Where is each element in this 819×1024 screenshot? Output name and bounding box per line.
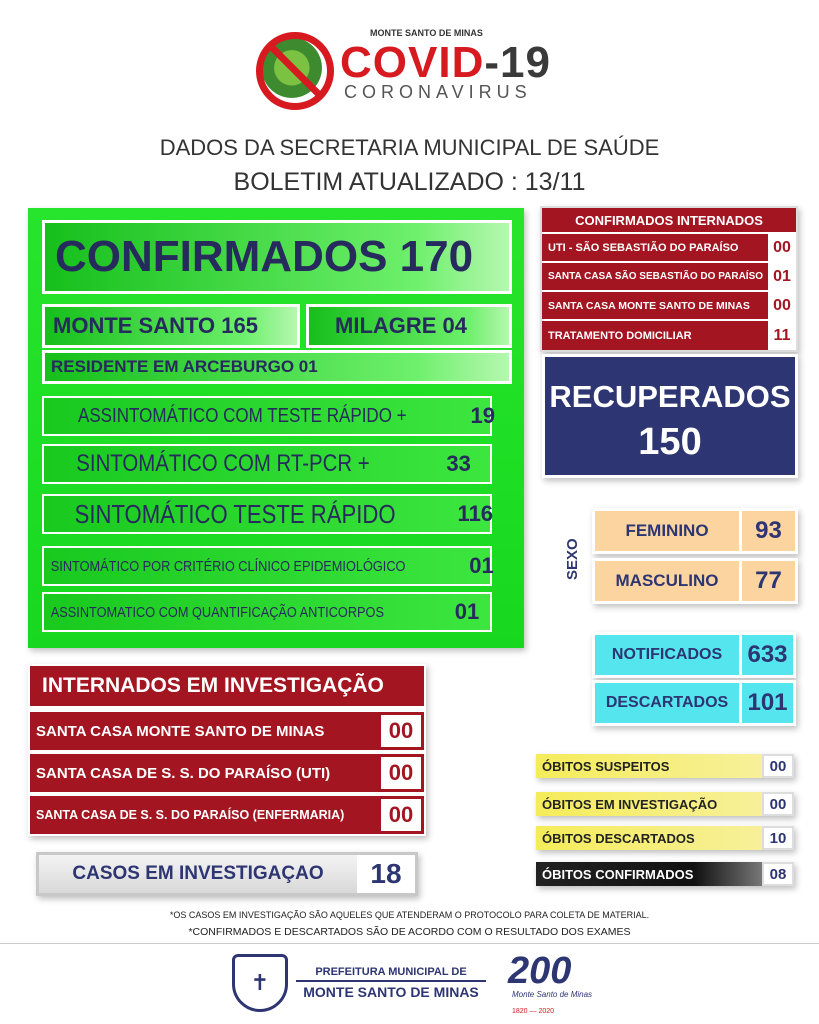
row-value: 08 [762,862,794,886]
footnote-2: *CONFIRMADOS E DESCARTADOS SÃO DE ACORDO COM O RESULTADO DOS EXAMES [188,926,631,938]
row-label: MASCULINO [615,571,719,590]
sexo-label: SEXO [564,538,581,580]
confirmados-row [42,444,492,484]
row-value: 116 [457,501,494,526]
row-label: ÓBITOS EM INVESTIGAÇÃO [536,792,762,816]
monte-santo-count: MONTE SANTO 165 [42,304,300,348]
row-value: 00 [378,712,424,750]
row-label: ÓBITOS SUSPEITOS [536,754,762,778]
row-value: 01 [454,599,480,624]
confirmados-row [42,592,492,632]
footnote-1: *OS CASOS EM INVESTIGAÇÃO SÃO AQUELES QUE ATENDERAM O PROTOCOLO PARA COLETA DE MATERIAL. [169,910,650,920]
city-crest-icon: ✝ [232,954,288,1012]
row-label: SANTA CASA MONTE SANTO DE MINAS [30,712,378,750]
sexo-row-feminino [592,508,798,554]
row-label: SINTOMÁTICO COM RT-PCR + [76,450,370,477]
table-row [30,754,424,792]
confirmados-row [42,396,496,436]
row-label: ÓBITOS DESCARTADOS [536,826,762,850]
row-value: 00 [768,234,796,261]
brand-title [340,38,551,88]
notificados-value: 633 [739,635,793,675]
notificados-label: NOTIFICADOS [611,646,723,663]
casos-investigacao-label: CASOS EM INVESTIGAÇAO [72,863,324,884]
sexo-row-masculino [592,558,798,604]
confirmados-row [42,546,492,586]
confirmados-row [42,494,492,534]
row-value: 00 [762,754,794,778]
row-label: ASSINTOMÁTICO COM TESTE RÁPIDO + [78,404,407,427]
brand-subtitle: CORONAVIRUS [344,82,532,102]
row-value: 10 [762,826,794,850]
row-value: 93 [739,511,795,551]
obitos-row [536,826,794,850]
obitos-row [536,792,794,816]
table-row [30,796,424,834]
city-name: MONTE SANTO DE MINAS [303,984,479,1000]
descartados-value: 101 [739,683,793,723]
row-label: SANTA CASA DE S. S. DO PARAÍSO (ENFERMARIA) [30,796,378,834]
row-label: ASSINTOMATICO COM QUANTIFICAÇÃO ANTICORPOS [50,603,384,621]
table-row [542,321,796,350]
table-title: CONFIRMADOS INTERNADOS [542,208,796,234]
anniversary-subtitle: Monte Santo de Minas [512,990,593,999]
casos-investigacao-value: 18 [357,855,415,893]
row-value: 01 [469,553,494,578]
row-value: 33 [446,451,471,476]
page-title: DADOS DA SECRETARIA MUNICIPAL DE SAÚDE [159,135,660,160]
anniversary-years: 1820 — 2020 [512,1008,555,1015]
row-value: 00 [762,792,794,816]
arceburgo-count: RESIDENTE EM ARCEBURGO 01 [42,350,512,384]
table-row [542,263,796,292]
casos-investigacao-box [36,852,418,896]
row-label: SANTA CASA MONTE SANTO DE MINAS [542,292,768,319]
table-row [30,712,424,750]
row-value: 01 [768,263,796,290]
recuperados-label: RECUPERADOS [549,379,791,414]
row-label: SINTOMÁTICO POR CRITÉRIO CLÍNICO EPIDEMIOLÓGICO [50,557,406,575]
brand-title-a: COVID [340,38,485,87]
row-label: SANTA CASA SÃO SEBASTIÃO DO PARAÍSO [542,263,768,290]
row-value: 00 [378,754,424,792]
prefeitura-label: PREFEITURA MUNICIPAL DE [296,966,486,982]
anniversary-logo: 200 [508,950,572,992]
recuperados-value: 150 [638,421,702,463]
row-label: UTI - SÃO SEBASTIÃO DO PARAÍSO [542,234,768,261]
brand-title-b: -19 [484,38,551,87]
row-label: SANTA CASA DE S. S. DO PARAÍSO (UTI) [30,754,378,792]
brand-city: MONTE SANTO DE MINAS [370,28,483,38]
row-label: ÓBITOS CONFIRMADOS [536,862,762,886]
descartados-row [592,680,796,726]
table-row [542,292,796,321]
internados-investigacao-title: INTERNADOS EM INVESTIGAÇÃO [30,666,424,706]
confirmados-total: CONFIRMADOS 170 [42,220,512,294]
row-value: 00 [768,292,796,319]
row-value: 77 [739,561,795,601]
row-value: 19 [470,403,496,428]
covid-logo-icon [256,32,334,110]
recuperados-box [542,354,798,478]
notificados-row [592,632,796,678]
obitos-row [536,862,794,886]
bulletin-date: BOLETIM ATUALIZADO : 13/11 [233,168,586,196]
obitos-row [536,754,794,778]
confirmados-internados-table [540,206,798,352]
divider [0,943,819,944]
row-label: FEMININO [625,521,709,540]
row-label: SINTOMÁTICO TESTE RÁPIDO [74,498,396,529]
milagre-count: MILAGRE 04 [306,304,512,348]
table-row [542,234,796,263]
row-value: 11 [768,321,796,350]
descartados-label: DESCARTADOS [605,694,729,711]
row-label: TRATAMENTO DOMICILIAR [542,321,768,350]
row-value: 00 [378,796,424,834]
